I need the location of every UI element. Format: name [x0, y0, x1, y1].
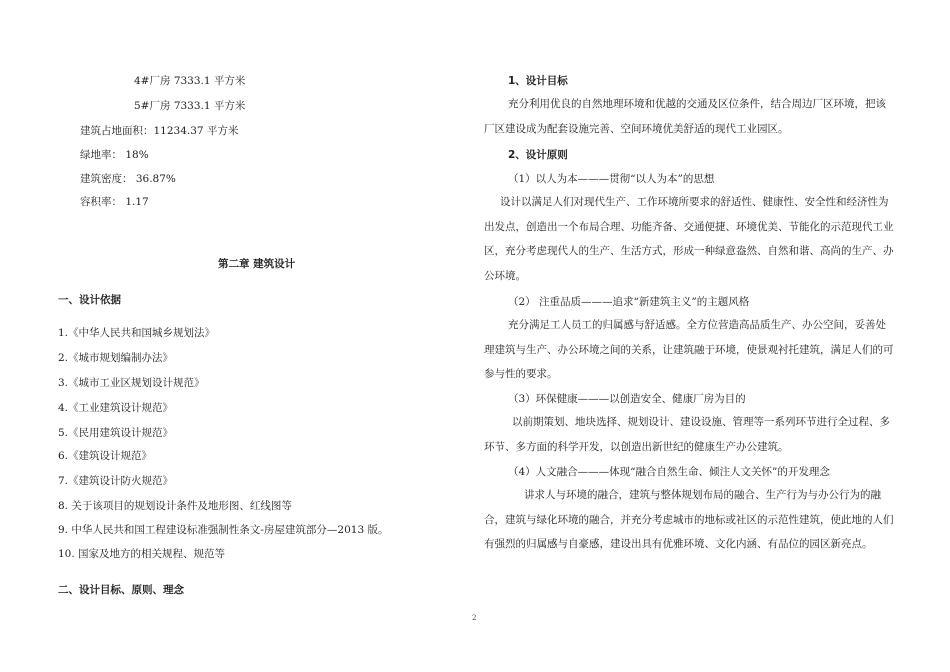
list-item: 4.《工业建筑设计规范》	[58, 402, 174, 414]
chapter-title: 第二章 建筑设计	[218, 258, 296, 270]
principle-title: （2） 注重品质———追求“新建筑主义”的主题风格	[508, 296, 750, 308]
subsection-heading: 2、设计原则	[508, 149, 568, 161]
section-heading: 一、设计依据	[58, 294, 121, 306]
stat-line: 绿地率： 18%	[80, 149, 149, 161]
list-item: 6.《建筑设计规范》	[58, 450, 153, 462]
stat-line: 4#厂房 7333.1 平方米	[134, 75, 246, 87]
list-item: 3.《城市工业区规划设计规范》	[58, 377, 205, 389]
principle-title: （1）以人为本———贯彻“以人为本”的思想	[508, 173, 715, 185]
list-item: 10. 国家及地方的相关规程、规范等	[58, 548, 226, 560]
paragraph: 充分满足工人员工的归属感与舒适感。全方位营造高品质生产、办公空间，妥善处理建筑与生产、办公环境之间的关系，让建筑融于环境，使景观衬托建筑，满足人们的可参与性的要求。	[484, 319, 894, 381]
page-number: 2	[472, 614, 477, 622]
list-item: 9. 中华人民共和国工程建设标准强制性条文-房屋建筑部分—2013 版。	[58, 524, 389, 536]
list-item: 5.《民用建筑设计规范》	[58, 427, 174, 439]
subsection-heading: 1、设计目标	[508, 75, 568, 87]
stat-line: 5#厂房 7333.1 平方米	[134, 100, 246, 112]
section-heading: 二、设计目标、原则、理念	[58, 584, 184, 596]
paragraph: 以前期策划、地块选择、规划设计、建设设施、管理等一系列环节进行全过程、多环节、多方面的科学开发，以创造出新世纪的健康生产办公建筑。	[484, 416, 890, 453]
paragraph: 充分利用优良的自然地理环境和优越的交通及区位条件，结合周边厂区环境，把该厂区建设成为配套设施完善、空间环境优美舒适的现代工业园区。	[484, 98, 886, 135]
paragraph: 讲求人与环境的融合，建筑与整体规划布局的融合、生产行为与办公行为的融合，建筑与绿化环境的融合，并充分考虑城市的地标或社区的示范性建筑，使此地的人们有强烈的归属感与自豪感，建设出具有优雅环境、文化内涵、有品位的园区新亮点。	[484, 489, 894, 551]
stat-line: 建筑占地面积：11234.37 平方米	[80, 125, 239, 137]
principle-title: （4）人文融合———体现“融合自然生命、倾注人文关怀”的开发理念	[508, 466, 830, 478]
list-item: 8. 关于该项目的规划设计条件及地形图、红线图等	[58, 500, 292, 512]
paragraph: 设计以满足人们对现代生产、工作环境所要求的舒适性、健康性、安全性和经济性为出发点，创造出一个布局合理、功能齐备、交通便捷、环境优美、节能化的示范现代工业区，充分考虑现代人的生产、生活方式，形成一种绿意盎然、自然和谐、高尚的生产、办公环境。	[484, 196, 894, 282]
stat-line: 容积率： 1.17	[80, 196, 149, 208]
principle-title: （3）环保健康———以创造安全、健康厂房为目的	[508, 393, 746, 405]
list-item: 1.《中华人民共和国城乡规划法》	[58, 327, 216, 339]
stat-line: 建筑密度： 36.87%	[80, 173, 176, 185]
list-item: 7.《建筑设计防火规范》	[58, 475, 174, 487]
list-item: 2.《城市规划编制办法》	[58, 352, 174, 364]
